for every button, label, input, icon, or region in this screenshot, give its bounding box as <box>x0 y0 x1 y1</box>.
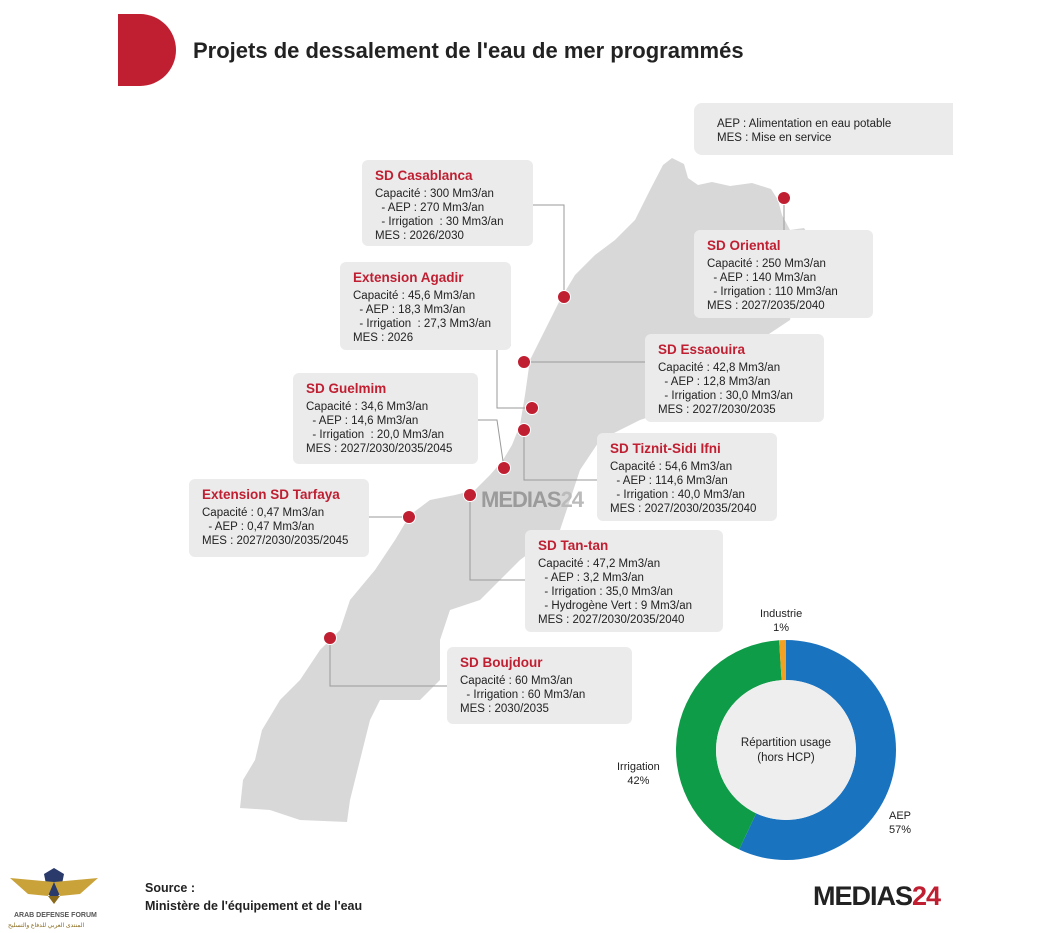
card-line: - Irrigation : 35,0 Mm3/an <box>538 586 673 598</box>
card-line: MES : 2027/2030/2035 <box>658 404 776 416</box>
donut-center-label <box>724 736 848 766</box>
legend-aep: AEP : Alimentation en eau potable <box>717 118 892 130</box>
segment-name: Irrigation <box>617 761 660 773</box>
abbreviation-legend <box>694 103 953 155</box>
card-line: - Irrigation : 20,0 Mm3/an <box>306 429 445 441</box>
card-line: MES : 2027/2030/2035/2045 <box>202 535 349 547</box>
card-line: - Irrigation : 60 Mm3/an <box>460 689 586 701</box>
forum-logo-arabic: المنتدى العربي للدفاع والتسليح <box>8 923 85 929</box>
card-line: MES : 2027/2030/2035/2040 <box>610 503 757 515</box>
card-line: - Hydrogène Vert : 9 Mm3/an <box>538 600 693 612</box>
location-dot-casablanca <box>557 290 571 304</box>
card-line: Capacité : 34,6 Mm3/an <box>306 401 429 413</box>
card-line: Capacité : 0,47 Mm3/an <box>202 507 325 519</box>
card-title: SD Tiznit-Sidi Ifni <box>610 441 721 456</box>
card-title: SD Essaouira <box>658 342 746 357</box>
medias24-logo <box>813 881 940 912</box>
card-line: Capacité : 250 Mm3/an <box>707 258 826 270</box>
brand-text: MEDIAS <box>813 881 913 911</box>
card-line: - AEP : 14,6 Mm3/an <box>306 415 419 427</box>
card-line: - Irrigation : 40,0 Mm3/an <box>610 489 745 501</box>
segment-name: AEP <box>889 810 912 822</box>
location-dot-agadir <box>525 401 539 415</box>
brand-number: 24 <box>912 881 941 911</box>
card-title: Extension SD Tarfaya <box>202 487 340 502</box>
segment-percent: 42% <box>627 775 650 787</box>
card-line: Capacité : 60 Mm3/an <box>460 675 573 687</box>
card-sd-guelmim <box>293 373 478 464</box>
card-line: Capacité : 47,2 Mm3/an <box>538 558 661 570</box>
location-dot-tiznit <box>517 423 531 437</box>
card-line: - AEP : 12,8 Mm3/an <box>658 376 771 388</box>
connector-casablanca <box>533 205 564 297</box>
card-line: - AEP : 114,6 Mm3/an <box>610 475 728 487</box>
watermark-number: 24 <box>560 487 584 512</box>
label-irrigation <box>617 760 660 788</box>
card-extension-agadir <box>340 262 511 350</box>
forum-logo-text: ARAB DEFENSE FORUM <box>14 912 97 919</box>
location-dot-essaouira <box>517 355 531 369</box>
card-line: - Irrigation : 110 Mm3/an <box>707 286 838 298</box>
card-title: SD Tan-tan <box>538 538 609 553</box>
card-line: MES : 2026 <box>353 332 414 344</box>
card-title: SD Guelmim <box>306 381 387 396</box>
segment-percent: 57% <box>889 824 912 836</box>
card-line: - Irrigation : 27,3 Mm3/an <box>353 318 492 330</box>
watermark-logo <box>481 487 583 513</box>
card-sd-casablanca <box>362 160 533 246</box>
label-industrie <box>760 607 802 635</box>
center-line: (hors HCP) <box>757 752 815 764</box>
card-sd-tan-tan <box>525 530 723 632</box>
card-sd-boujdour <box>447 647 632 724</box>
location-dot-boujdour <box>323 631 337 645</box>
card-line: MES : 2026/2030 <box>375 230 464 242</box>
card-line: - AEP : 140 Mm3/an <box>707 272 817 284</box>
card-line: - Irrigation : 30,0 Mm3/an <box>658 390 793 402</box>
card-sd-essaouira <box>645 334 824 422</box>
card-line: Capacité : 42,8 Mm3/an <box>658 362 781 374</box>
location-dot-oriental <box>777 191 791 205</box>
location-dot-tantan <box>463 488 477 502</box>
card-title: SD Boujdour <box>460 655 543 670</box>
page-title: Projets de dessalement de l'eau de mer programmés <box>193 38 744 63</box>
card-line: MES : 2027/2030/2035/2045 <box>306 443 453 455</box>
label-aep <box>889 809 911 837</box>
card-line: MES : 2030/2035 <box>460 703 549 715</box>
card-line: - Irrigation : 30 Mm3/an <box>375 216 504 228</box>
card-sd-tiznit-sidi-ifni <box>597 433 777 521</box>
card-line: Capacité : 45,6 Mm3/an <box>353 290 476 302</box>
card-sd-oriental <box>694 230 873 318</box>
card-line: - AEP : 0,47 Mm3/an <box>202 521 315 533</box>
location-dot-tarfaya <box>402 510 416 524</box>
card-line: MES : 2027/2035/2040 <box>707 300 825 312</box>
segment-percent: 1% <box>773 622 790 634</box>
card-line: Capacité : 300 Mm3/an <box>375 188 494 200</box>
card-extension-sd-tarfaya <box>189 479 369 557</box>
card-line: MES : 2027/2030/2035/2040 <box>538 614 685 626</box>
source-label: Source : <box>145 881 196 895</box>
card-title: Extension Agadir <box>353 270 464 285</box>
card-title: SD Casablanca <box>375 168 473 183</box>
card-line: - AEP : 270 Mm3/an <box>375 202 485 214</box>
source-value: Ministère de l'équipement et de l'eau <box>145 899 363 913</box>
location-dot-guelmim <box>497 461 511 475</box>
segment-name: Industrie <box>760 608 803 620</box>
card-title: SD Oriental <box>707 238 781 253</box>
card-line: - AEP : 18,3 Mm3/an <box>353 304 466 316</box>
center-line: Répartition usage <box>740 737 832 749</box>
card-line: - AEP : 3,2 Mm3/an <box>538 572 644 584</box>
watermark-text: MEDIAS <box>481 487 561 512</box>
card-line: Capacité : 54,6 Mm3/an <box>610 461 733 473</box>
legend-mes: MES : Mise en service <box>717 132 832 144</box>
